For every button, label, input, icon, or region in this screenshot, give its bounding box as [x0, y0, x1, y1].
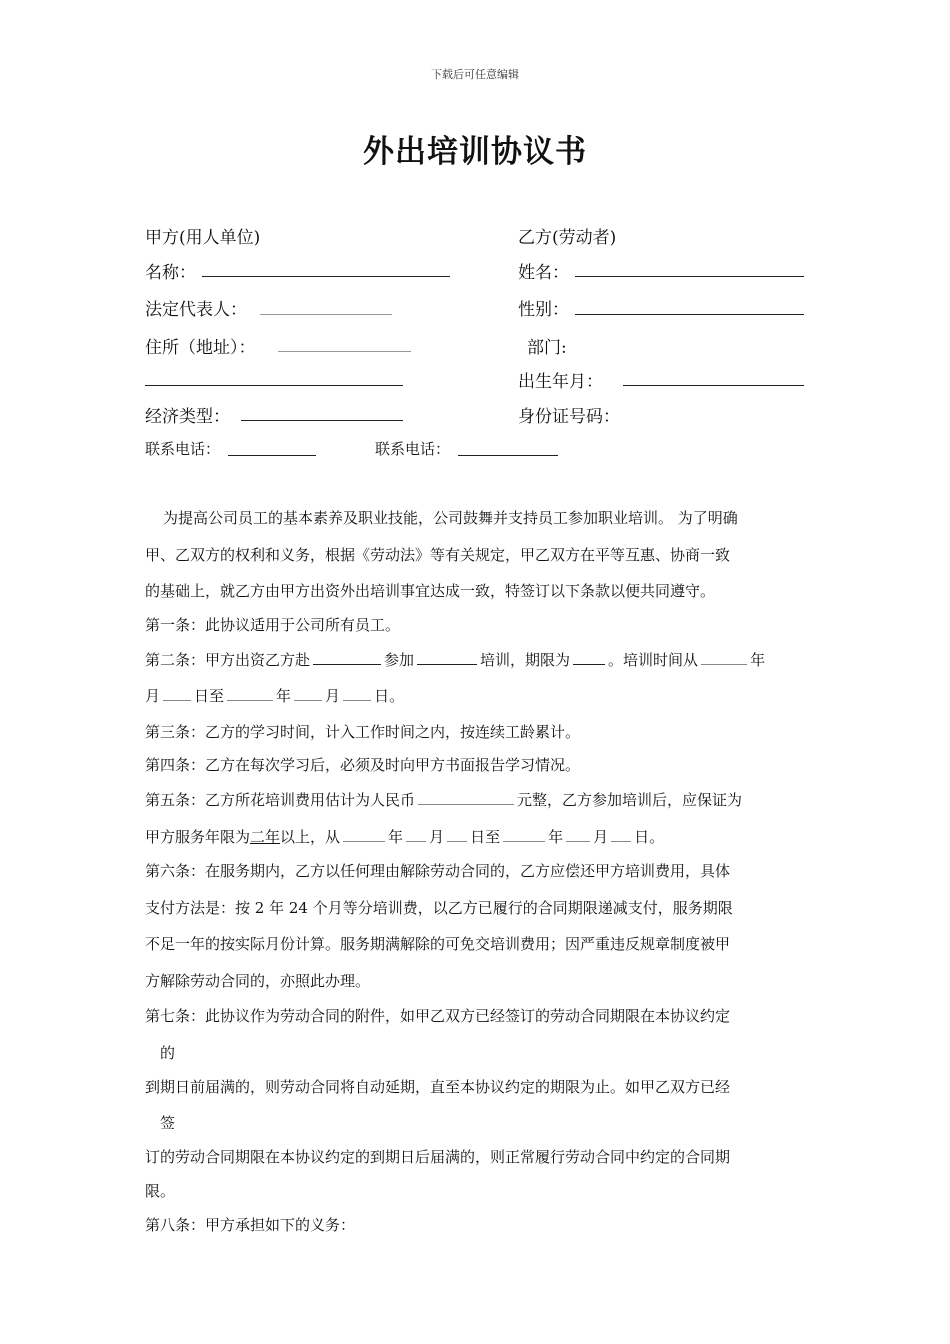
art5-day-label: 日。 — [634, 828, 665, 846]
art5-amount-blank[interactable] — [418, 788, 514, 805]
party-b-name-blank[interactable] — [575, 276, 804, 277]
party-b-heading: 乙方(劳动者) — [518, 228, 617, 248]
art2-text-2: 参加 — [384, 651, 415, 669]
art5-year-label: 年 — [388, 828, 404, 846]
article-6-line-3: 不足一年的按实际月份计算。服务期满解除的可免交培训费用；因严重违反规章制度被甲 — [145, 935, 731, 953]
party-b-gender-label: 性别： — [518, 300, 569, 320]
party-b-phone-label: 联系电话： — [375, 440, 451, 458]
header-note: 下载后可任意编辑 — [431, 68, 519, 81]
art5-text-4: 以上，从 — [280, 828, 341, 846]
party-b-dept-label: 部门: — [527, 338, 567, 358]
art2-start-month-blank[interactable] — [163, 684, 191, 701]
art2-month-label-2: 月 — [325, 687, 341, 705]
party-b-gender-blank[interactable] — [575, 314, 804, 315]
party-a-phone-label: 联系电话： — [145, 440, 221, 458]
party-b-birth-label: 出生年月： — [518, 372, 603, 392]
art5-start-day-blank[interactable] — [447, 825, 467, 842]
party-b-id-label: 身份证号码： — [518, 407, 620, 427]
article-7-line-6: 限。 — [145, 1182, 176, 1200]
art2-period-blank[interactable] — [573, 648, 605, 665]
party-b-birth-blank[interactable] — [623, 385, 804, 386]
party-a-phone-blank[interactable] — [228, 455, 316, 456]
art5-start-month-blank[interactable] — [406, 825, 426, 842]
art5-text-3: 甲方服务年限为 — [145, 828, 251, 846]
art2-destination-blank[interactable] — [313, 648, 381, 665]
article-3: 第三条：乙方的学习时间，计入工作时间之内，按连续工龄累计。 — [145, 723, 581, 741]
party-a-econ-blank[interactable] — [241, 420, 403, 421]
art2-text-3: 培训，期限为 — [480, 651, 571, 669]
article-4: 第四条：乙方在每次学习后，必须及时向甲方书面报告学习情况。 — [145, 756, 581, 774]
article-8: 第八条：甲方承担如下的义务： — [145, 1216, 356, 1234]
party-b-phone-blank[interactable] — [458, 455, 558, 456]
art5-text-2: 元整，乙方参加培训后，应保证为 — [517, 791, 743, 809]
art2-day-label: 日。 — [374, 687, 405, 705]
art2-text-1: 第二条：甲方出资乙方赴 — [145, 651, 311, 669]
party-a-address-blank-2[interactable] — [145, 385, 403, 386]
art2-training-blank[interactable] — [417, 648, 477, 665]
art5-end-month-blank[interactable] — [566, 825, 590, 842]
art2-end-month-blank[interactable] — [294, 684, 322, 701]
article-6-line-1: 第六条：在服务期内，乙方以任何理由解除劳动合同的，乙方应偿还甲方培训费用，具体 — [145, 862, 731, 880]
art5-text-1: 第五条：乙方所花培训费用估计为人民币 — [145, 791, 416, 809]
intro-line-3: 的基础上，就乙方由甲方出资外出培训事宜达成一致，特签订以下条款以便共同遵守。 — [145, 582, 716, 600]
art5-years-value: 二年 — [250, 828, 281, 846]
article-5-line-1 — [145, 788, 742, 810]
art2-end-day-blank[interactable] — [343, 684, 371, 701]
art5-end-day-blank[interactable] — [611, 825, 631, 842]
party-a-econ-label: 经济类型： — [145, 407, 230, 427]
article-7-line-5: 订的劳动合同期限在本协议约定的到期日后届满的，则正常履行劳动合同中约定的合同期 — [145, 1148, 731, 1166]
art5-year-label-2: 年 — [548, 828, 564, 846]
art2-text-4: 。培训时间从 — [608, 651, 699, 669]
party-a-address-blank[interactable] — [278, 351, 411, 352]
page-title: 外出培训协议书 — [363, 134, 587, 170]
intro-line-2: 甲、乙双方的权利和义务，根据《劳动法》等有关规定，甲乙双方在平等互惠、协商一致 — [145, 546, 731, 564]
art2-start-year-blank[interactable] — [701, 648, 747, 665]
art2-month-label: 月 — [145, 687, 161, 705]
article-5-line-2 — [145, 825, 664, 847]
party-a-rep-blank[interactable] — [260, 314, 392, 315]
article-6-line-2: 支付方法是：按 2 年 24 个月等分培训费，以乙方已履行的合同期限递减支付，服务期限 — [145, 899, 733, 917]
party-a-name-blank[interactable] — [202, 276, 450, 277]
art5-month-label-2: 月 — [593, 828, 609, 846]
article-7-line-4: 签 — [160, 1114, 176, 1132]
party-b-name-label: 姓名： — [518, 263, 569, 283]
article-7-line-3: 到期日前届满的，则劳动合同将自动延期，直至本协议约定的期限为止。如甲乙双方已经 — [145, 1078, 731, 1096]
art5-day-to-label: 日至 — [470, 828, 501, 846]
art2-end-year-blank[interactable] — [227, 684, 273, 701]
article-1: 第一条：此协议适用于公司所有员工。 — [145, 616, 401, 634]
art5-month-label: 月 — [429, 828, 445, 846]
art2-day-to-label: 日至 — [194, 687, 225, 705]
article-7-line-1: 第七条：此协议作为劳动合同的附件，如甲乙双方已经签订的劳动合同期限在本协议约定 — [145, 1007, 731, 1025]
party-a-address-label: 住所（地址）： — [145, 338, 256, 358]
intro-line-1: 为提高公司员工的基本素养及职业技能，公司鼓舞并支持员工参加职业培训。 为了明确 — [163, 509, 738, 527]
article-2-line-2 — [145, 684, 404, 706]
article-6-line-4: 方解除劳动合同的，亦照此办理。 — [145, 972, 371, 990]
party-a-heading: 甲方(用人单位) — [145, 228, 261, 248]
article-2-line-1 — [145, 648, 765, 670]
article-7-line-2: 的 — [160, 1044, 176, 1062]
party-a-name-label: 名称： — [145, 263, 196, 283]
art2-year-label: 年 — [276, 687, 292, 705]
art5-start-year-blank[interactable] — [343, 825, 385, 842]
art5-end-year-blank[interactable] — [503, 825, 545, 842]
party-a-rep-label: 法定代表人： — [145, 300, 247, 320]
art2-text-5: 年 — [750, 651, 766, 669]
